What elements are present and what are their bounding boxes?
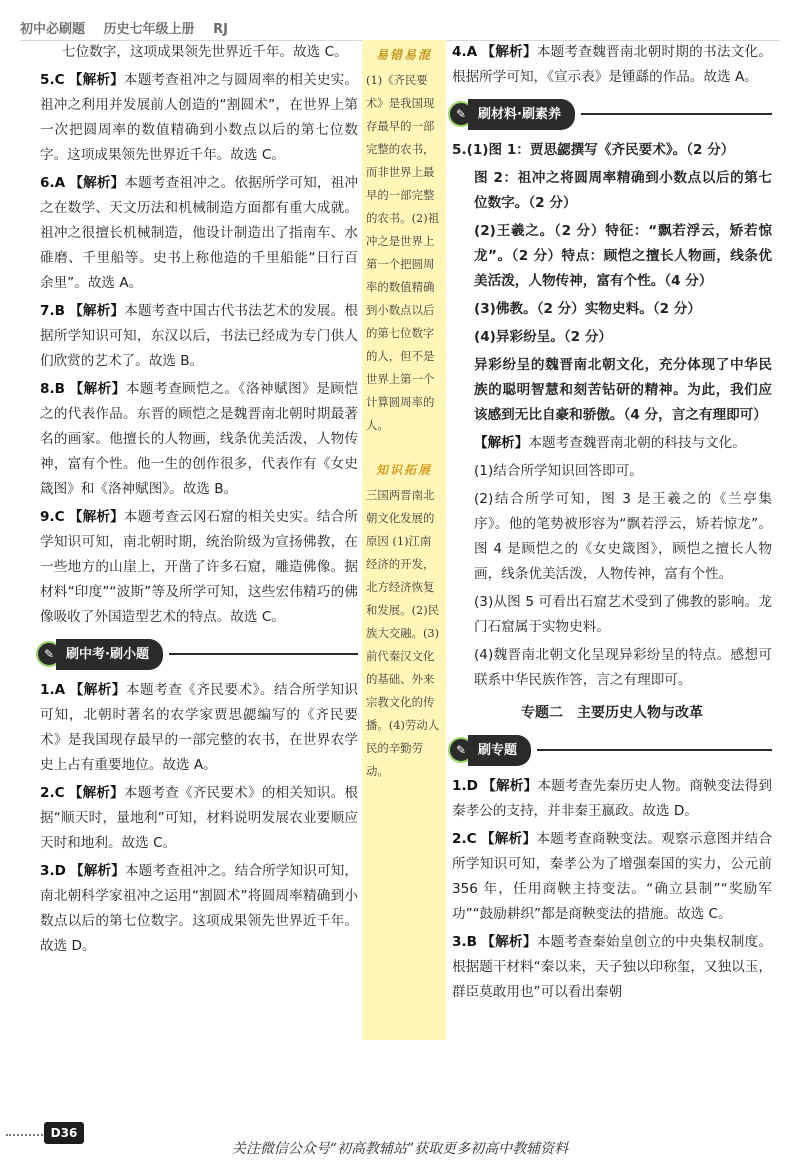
answer-item [40,299,358,374]
item-text: 本题考查先秦历史人物。商鞅变法得到秦孝公的支持，并非秦王嬴政。故选 D。 [452,778,773,819]
material-answer: 图 2：祖冲之将圆周率精确到小数点以后的第七位数字。（2 分） [474,170,772,211]
notes-sidebar [362,40,446,1040]
analysis-tag: 【解析】 [68,785,124,801]
answer-item [40,377,358,502]
analysis-tag: 【解析】 [481,934,537,950]
analysis-point: (2)结合所学可知，图 3 是王羲之的《兰亭集序》。他的笔势被形容为“飘若浮云，矫若惊龙”。图 4 是顾恺之的《女史箴图》，顾恺之擅长人物画，线条优美活泼，人物传神，富有个性。 [474,491,772,582]
item-number: 8. [40,381,55,397]
answer-item [40,678,358,778]
analysis-heading: 本题考查魏晋南北朝的科技与文化。 [528,435,746,451]
item-answer: B [54,303,65,319]
analysis-tag: 【解析】 [481,778,538,794]
analysis-tag: 【解析】 [474,435,529,451]
page-number: D36 [44,1122,84,1144]
item-text: 本题考查祖冲之与圆周率的相关史实。祖冲之利用并发展前人创造的“割圆术”，在世界上第一次把圆周率的数值精确到小数点以后的第七位数字。这项成果领先世界近千年。故选 C。 [40,72,359,163]
continued-text: 七位数字，这项成果领先世界近千年。故选 C。 [62,44,348,60]
material-answer: 异彩纷呈的魏晋南北朝文化，充分体现了中华民族的聪明智慧和刻苦钻研的精神。为此，我们应该感到无比自豪和骄傲。（4 分，言之有理即可） [474,357,772,423]
sidebar-note-extension: 三国两晋南北朝文化发展的原因 (1)江南经济的开发，北方经济恢复和发展。(2)民族大交融。(3)前代秦汉文化的基础、外来宗教文化的传播。(4)劳动人民的辛勤劳动。 [366,488,440,778]
item-text: 本题考查顾恺之。《洛神赋图》是顾恺之的代表作品。东晋的顾恺之是魏晋南北朝时期最著名的画家。他擅长的人物画，线条优美活泼，人物传神，富有个性。他一生的创作很多，代表作有《女史箴图》和《洛神赋图》。故选 B。 [40,381,359,497]
item-answer: A [54,682,66,698]
section-banner-exam [36,640,358,668]
item-text: 本题考查秦始皇创立的中央集权制度。根据题干材料“秦以来，天子独以印称玺，又独以玉，群臣莫敢用也”可以看出秦朝 [452,934,773,1000]
analysis-point: (3)从图 5 可看出石窟艺术受到了佛教的影响。龙门石窟属于实物史料。 [474,594,772,635]
answer-item [452,774,772,824]
item-number: 1. [452,778,467,794]
material-answer: 5.(1)图 1：贾思勰撰写《齐民要术》。（2 分） [452,142,735,158]
analysis-tag: 【解析】 [68,509,124,525]
analysis-point: (4)魏晋南北朝文化呈现异彩纷呈的特点。感想可联系中华民族作答，言之有理即可。 [474,647,772,688]
analysis-tag: 【解析】 [480,831,537,847]
answer-item [452,827,772,927]
item-answer: A [466,44,478,60]
sidebar-heading-pitfalls: 易错易混 [375,48,432,62]
item-answer: B [54,381,65,397]
analysis-tag: 【解析】 [69,175,125,191]
item-text: 本题考查云冈石窟的相关史实。结合所学知识可知，南北朝时期，统治阶级为宣扬佛教，在一些地方的山崖上，开凿了许多石窟，雕造佛像。据材料“印度”“波斯”等及所学可知，这些宏伟精巧的佛像吸收了外国造型艺术的特点。故选 C。 [40,509,359,625]
item-number: 1. [40,682,55,698]
item-text: 本题考查《齐民要术》。结合所学知识可知，北朝时著名的农学家贾思勰编写的《齐民要术》是我国现存最早的一部完整的农书，在世界农学史上占有重要地位。故选 A。 [40,682,358,773]
item-answer: C [54,72,65,88]
item-text: 本题考查商鞅变法。观察示意图并结合所学知识可知，秦孝公为了增强秦国的实力，公元前 356 年，任用商鞅主持变法。“确立县制”“奖励军功”“鼓励耕织”都是商鞅变法的措施。故选 C。 [452,831,773,922]
item-text: 本题考查《齐民要术》的相关知识。根据“顺天时，量地利”可知，材料说明发展农业要顺应天时和地利。故选 C。 [40,785,359,851]
item-number: 2. [40,785,55,801]
banner-rule [581,113,772,115]
section-banner-topic [448,736,772,764]
banner-label: 刷材料·刷素养 [468,99,575,130]
answer-item [40,505,358,630]
item-number: 5. [40,72,55,88]
brush-icon: ✎ [448,737,474,763]
material-answer: (3)佛教。（2 分）实物史料。（2 分） [474,301,701,317]
item-number: 3. [452,934,467,950]
item-number: 6. [40,175,55,191]
item-text: 本题考查中国古代书法艺术的发展。根据所学知识可知，东汉以后，书法已经成为专门供人们欣赏的艺术了。故选 B。 [40,303,359,369]
analysis-tag: 【解析】 [481,44,537,60]
section-banner-material [448,100,772,128]
brush-icon: ✎ [36,641,62,667]
material-answer: (2)王羲之。（2 分）特征：“飘若浮云，矫若惊龙”。（2 分）特点：顾恺之擅长人物画，线条优美活泼，人物传神，富有个性。（4 分） [474,223,772,289]
answer-item [452,40,772,90]
item-text: 本题考查祖冲之。结合所学知识可知，南北朝科学家祖冲之运用“割圆术”将圆周率精确到小数点以后的第七位数字。这项成果领先世界近千年。故选 D。 [40,863,359,954]
analysis-tag: 【解析】 [69,682,126,698]
subject-title: 历史七年级上册 [103,22,195,37]
banner-rule [537,749,772,751]
analysis-tag: 【解析】 [68,72,124,88]
analysis-tag: 【解析】 [69,381,126,397]
material-answer: (4)异彩纷呈。（2 分） [474,329,613,345]
item-answer: A [54,175,66,191]
right-column [452,40,772,1008]
brush-icon: ✎ [448,101,474,127]
item-text: 本题考查祖冲之。依据所学可知，祖冲之在数学、天文历法和机械制造方面都有重大成就。祖冲之很擅长机械制造，他设计制造出了指南车、水碓磨、千里船等。史书上称他造的千里船能“日行百余里”。故选 A。 [40,175,359,291]
answer-item [40,68,358,168]
left-column [40,40,358,962]
item-number: 3. [40,863,55,879]
item-text: 本题考查魏晋南北朝时期的书法文化。根据所学可知，《宣示表》是锺繇的作品。故选 A。 [452,44,773,85]
answer-item [40,781,358,856]
sidebar-note-pitfalls: (1)《齐民要术》是我国现存最早的一部完整的农书，而非世界上最早的一部完整的农书。(2)祖冲之是世界上第一个把圆周率的数值精确到小数点以后的第七位数字的人，但不是世界上第一个计算圆周率的人。 [366,73,440,432]
analysis-point: (1)结合所学知识回答即可。 [474,463,643,479]
page-dots [6,1134,46,1136]
item-number: 4. [452,44,467,60]
item-answer: D [54,863,66,879]
item-number: 2. [452,831,467,847]
topic-title: 专题二 主要历史人物与改革 [521,705,703,721]
item-answer: C [466,831,477,847]
analysis-tag: 【解析】 [69,303,125,319]
sidebar-heading-extension: 知识拓展 [375,463,432,477]
answer-item [452,930,772,1005]
footer-note: 关注微信公众号“初高教辅站”获取更多初高中教辅资料 [231,1141,569,1157]
item-answer: C [54,785,65,801]
banner-label: 刷中考·刷小题 [56,639,163,670]
answer-item [40,859,358,959]
item-answer: C [54,509,65,525]
item-answer: B [466,934,477,950]
analysis-tag: 【解析】 [69,863,125,879]
banner-label: 刷专题 [468,735,531,766]
edition-label: RJ [213,22,228,37]
item-answer: D [466,778,478,794]
analysis-block [452,431,772,456]
item-number: 7. [40,303,55,319]
answer-item [40,171,358,296]
series-title: 初中必刷题 [20,22,86,37]
item-number: 9. [40,509,55,525]
banner-rule [169,653,358,655]
